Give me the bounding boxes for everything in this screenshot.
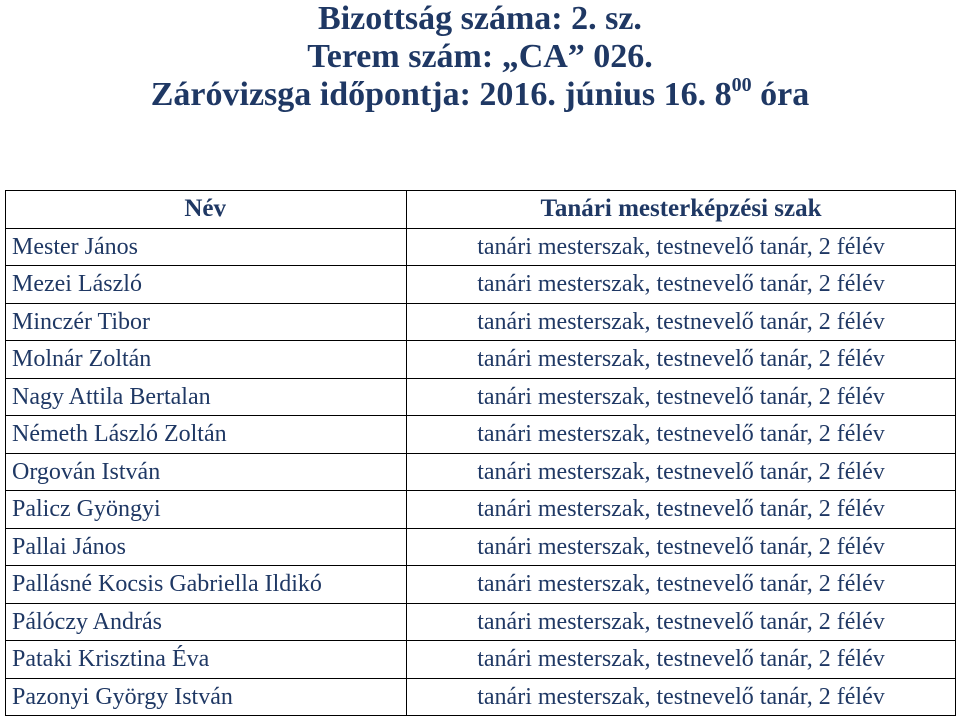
exam-time-suffix: óra: [751, 76, 810, 113]
student-name: Nagy Attila Bertalan: [6, 378, 407, 416]
student-name: Pataki Krisztina Éva: [6, 641, 407, 679]
room-number: Terem szám: „CA” 026.: [307, 38, 653, 75]
table-row: [6, 266, 956, 304]
student-program: tanári mesterszak, testnevelő tanár, 2 félév: [407, 378, 956, 416]
table-body: [6, 228, 956, 716]
student-name: Mester János: [6, 228, 407, 266]
table-row: [6, 453, 956, 491]
student-program: tanári mesterszak, testnevelő tanár, 2 félév: [407, 416, 956, 454]
student-name: Minczér Tibor: [6, 303, 407, 341]
table-row: [6, 491, 956, 529]
committee-number: Bizottság száma: 2. sz.: [318, 0, 642, 37]
student-program: tanári mesterszak, testnevelő tanár, 2 félév: [407, 678, 956, 716]
table-header-row: [6, 191, 956, 229]
student-name: Németh László Zoltán: [6, 416, 407, 454]
student-program: tanári mesterszak, testnevelő tanár, 2 félév: [407, 491, 956, 529]
student-program: tanári mesterszak, testnevelő tanár, 2 félév: [407, 641, 956, 679]
table-row: [6, 566, 956, 604]
exam-time-minutes: 00: [731, 73, 752, 96]
student-program: tanári mesterszak, testnevelő tanár, 2 félév: [407, 528, 956, 566]
table-row: [6, 603, 956, 641]
student-program: tanári mesterszak, testnevelő tanár, 2 félév: [407, 228, 956, 266]
table-row: [6, 528, 956, 566]
column-header-program: Tanári mesterképzési szak: [407, 191, 956, 229]
table-row: [6, 678, 956, 716]
student-program: tanári mesterszak, testnevelő tanár, 2 félév: [407, 303, 956, 341]
student-name: Molnár Zoltán: [6, 341, 407, 379]
student-name: Orgován István: [6, 453, 407, 491]
table-row: [6, 303, 956, 341]
student-program: tanári mesterszak, testnevelő tanár, 2 félév: [407, 266, 956, 304]
student-name: Pazonyi György István: [6, 678, 407, 716]
student-name: Pálóczy András: [6, 603, 407, 641]
student-program: tanári mesterszak, testnevelő tanár, 2 félév: [407, 566, 956, 604]
student-name: Pallásné Kocsis Gabriella Ildikó: [6, 566, 407, 604]
student-name: Pallai János: [6, 528, 407, 566]
student-name: Palicz Gyöngyi: [6, 491, 407, 529]
table-row: [6, 416, 956, 454]
column-header-name: Név: [6, 191, 407, 229]
table-row: [6, 341, 956, 379]
student-table: [5, 190, 956, 716]
exam-date: [0, 73, 960, 114]
table-row: [6, 378, 956, 416]
exam-date-text: Záróvizsga időpontja: 2016. június 16. 8: [150, 76, 732, 113]
student-name: Mezei László: [6, 266, 407, 304]
student-program: tanári mesterszak, testnevelő tanár, 2 félév: [407, 453, 956, 491]
student-program: tanári mesterszak, testnevelő tanár, 2 félév: [407, 603, 956, 641]
table-row: [6, 641, 956, 679]
table-row: [6, 228, 956, 266]
student-program: tanári mesterszak, testnevelő tanár, 2 félév: [407, 341, 956, 379]
